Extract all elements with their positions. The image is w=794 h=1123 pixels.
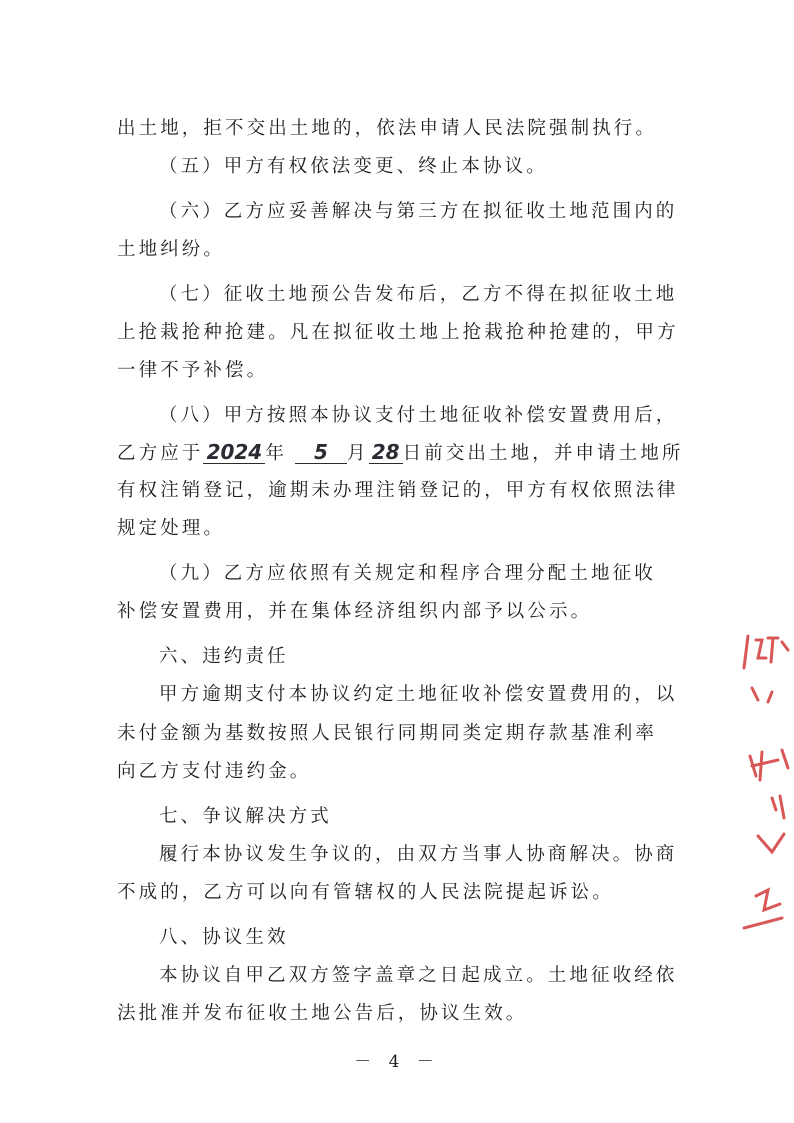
text-line: 法批准并发布征收土地公告后，协议生效。: [117, 1003, 528, 1024]
handwritten-day: 28: [369, 441, 403, 464]
text-line: 本协议自甲乙双方签字盖章之日起成立。土地征收经依: [159, 965, 678, 986]
month-unit: 月: [347, 443, 369, 464]
section-heading: 七、争议解决方式: [159, 806, 332, 827]
text-line: （七）征收土地预公告发布后，乙方不得在拟征收土地: [159, 284, 678, 305]
section-heading: 八、协议生效: [159, 927, 289, 948]
text-line: 规定处理。: [117, 518, 226, 539]
text-line: 有权注销登记，逾期未办理注销登记的，甲方有权依照法律: [117, 480, 679, 501]
text-line: （六）乙方应妥善解决与第三方在拟征收土地范围内的: [159, 201, 678, 222]
text-line: 履行本协议发生争议的，由双方当事人协商解决。协商: [159, 844, 678, 865]
text-line: 上抢栽抢种抢建。凡在拟征收土地上抢栽抢种抢建的，甲方: [117, 322, 679, 343]
text-line: 土地纠纷。: [117, 239, 226, 260]
date-line: [117, 441, 683, 466]
text-line: 向乙方支付违约金。: [117, 761, 312, 782]
date-suffix: 日前交出土地，并申请土地所: [402, 443, 684, 464]
date-prefix: 乙方应于: [117, 443, 204, 464]
text-line: 甲方逾期支付本协议约定土地征收补偿安置费用的，以: [159, 684, 678, 705]
text-line: 补偿安置费用，并在集体经济组织内部予以公示。: [117, 601, 593, 622]
text-line: 一律不予补偿。: [117, 360, 269, 381]
text-line: （八）甲方按照本协议支付土地征收补偿安置费用后，: [159, 405, 678, 426]
text-line: 未付金额为基数按照人民银行同期同类定期存款基准利率: [117, 723, 658, 744]
text-line: （五）甲方有权依法变更、终止本协议。: [159, 156, 548, 177]
page-number: － 4 －: [354, 1052, 440, 1072]
handwritten-year: 2024: [203, 441, 265, 464]
text-line: 不成的，乙方可以向有管辖权的人民法院提起诉讼。: [117, 882, 614, 903]
text-line: （九）乙方应依照有关规定和程序合理分配土地征收: [159, 563, 656, 584]
section-heading: 六、违约责任: [159, 646, 289, 667]
seal-stamp-edge: [738, 628, 794, 938]
text-line: 出土地，拒不交出土地的，依法申请人民法院强制执行。: [117, 118, 658, 139]
handwritten-month: 5: [295, 441, 347, 464]
year-unit: 年: [265, 443, 288, 464]
